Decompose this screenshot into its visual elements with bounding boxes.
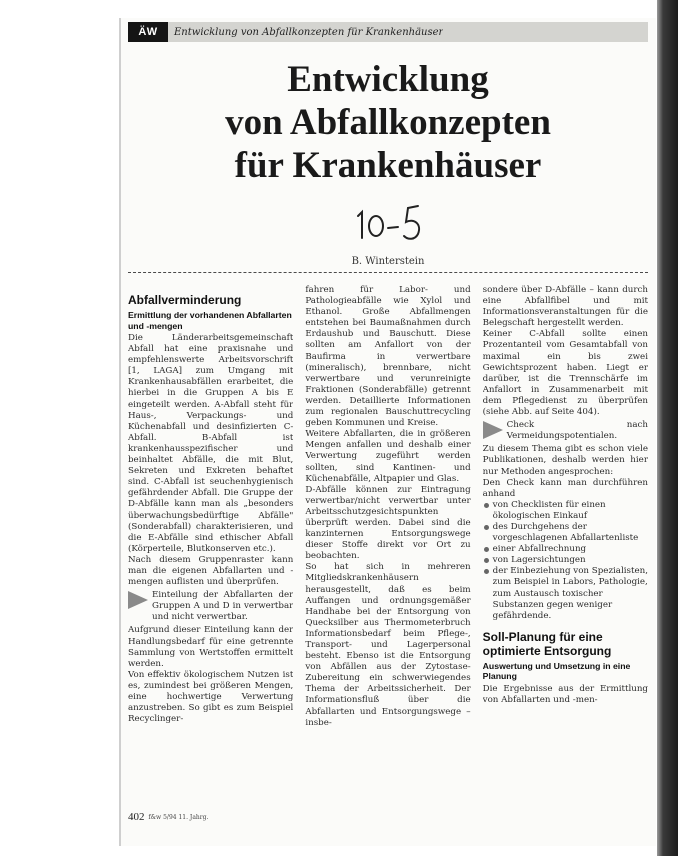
list-item: der Einbeziehung von Spezialisten, zum Beispiel in Labors, Pathologie, zum Austausch toxischer Substanzen gegen weniger gefährdende.: [483, 566, 648, 621]
callout-text: Check nach Vermeidungspotentialen.: [506, 420, 648, 442]
title-line-3: für Krankenhäuser: [234, 145, 542, 186]
callout-text: Einteilung der Abfallarten der Gruppen A und D in verwertbar und nicht verwertbar.: [152, 590, 294, 623]
column-1: [128, 285, 293, 805]
paragraph: Aufgrund dieser Einteilung kann der Handlungsbedarf für eine getrennte Sammlung von Wertstoffen ermittelt werden.: [128, 625, 294, 669]
arrow-right-icon: [128, 591, 148, 609]
publication-info: f&w 5/94 11. Jahrg.: [148, 813, 209, 821]
arrow-right-icon: [483, 421, 503, 439]
method-list: [483, 500, 648, 622]
running-title: Entwicklung von Abfallkonzepten für Krankenhäuser: [174, 26, 444, 38]
callout-check: [483, 420, 648, 442]
running-header: [128, 22, 648, 42]
article-body: [128, 285, 648, 805]
paragraph: So hat sich in mehreren Mitgliedskrankenhäusern herausgestellt, daß es beim Auffangen und ordnungsgemäßer Handhabe bei der Entsorgung von Quecksilber aus Thermometerbruch Informationsbedarf beim Pflege-, Transport- und Lagerpersonal besteht. Ebenso ist die Entsorgung von Abfällen aus der Zytostase-Zubereitung ein schwerwiegendes Thema der Arbeitssicherheit. Der Informationsfluß über die Abfallarten und Entsorgungswege – insbe-: [305, 562, 471, 728]
title-line-2: von Abfallkonzepten: [225, 102, 551, 143]
paragraph: Die Länderarbeitsgemeinschaft Abfall hat eine praxisnahe und empfehlenswerte Arbeitsvorschrift [1, LAGA] zum Umgang mit Krankenhausabfällen erarbeitet, die hierbei in die Gruppen A bis E eingeteilt werden. A-Abfall steht für Haus-, Verpackungs- und Küchenabfall und desinfizierten C-Abfall. B-Abfall ist krankenhausspezifischer und beinhaltet Abfälle, die mit Blut, Sekreten und Exkreten behaftet sind. C-Abfall ist seuchenhygienisch gefährdender Abfall. Die Gruppe der D-Abfälle kann man als „besonders überwachungsbedürftige Abfälle" (Sonderabfall) charakterisieren, und die E-Abfälle sind ethischer Abfall (Körperteile, Blutkonserven etc.).: [128, 333, 294, 554]
author-byline: B. Winterstein: [351, 256, 425, 267]
paragraph: Keiner C-Abfall sollte einen Prozentanteil vom Gesamtabfall von maximal ein bis zwei Gewichtsprozent haben. Liegt er darüber, ist die Trennschärfe im Anfallort in Zusammenarbeit mit dem Pflegedienst zu überprüfen (siehe Abb. auf Seite 404).: [482, 329, 648, 418]
section-heading-soll-planung: Soll-Planung für eine optimierte Entsorgung: [482, 629, 612, 658]
journal-logo: ÄW: [128, 22, 168, 42]
list-item: einer Abfallrechnung: [483, 544, 648, 555]
article-title: [128, 58, 648, 187]
paragraph: sondere über D-Abfälle – kann durch eine Abfallfibel und mit Informationsveranstaltungen für die Belegschaft hergestellt werden.: [482, 285, 648, 329]
handwritten-annotation: [352, 202, 432, 246]
list-item: des Durchgehens der vorgeschlagenen Abfallartenliste: [483, 522, 648, 544]
subheading-ermittlung: Ermittlung der vorhandenen Abfallarten und -mengen: [128, 310, 292, 331]
subheading-auswertung: Auswertung und Umsetzung in eine Planung: [482, 660, 631, 682]
title-line-1: Entwicklung: [287, 59, 489, 100]
paragraph: fahren für Labor- und Pathologieabfälle wie Xylol und Ethanol. Große Abfallmengen entstehen bei Baumaßnahmen durch Erdaushub und Bauschutt. Diese sollten am Anfallort von der Baufirma in verwertbare (mineralisch), brennbare, nicht verwertbare und verunreinigte Fraktionen (Sonderabfälle) getrennt werden. Detaillierte Informationen zum regionalen Bauschuttrecycling geben Kommunen und Kreise.: [305, 285, 471, 429]
paragraph: D-Abfälle können zur Eintragung verwertbar/nicht verwertbar unter Arbeitsschutzgesichtspunkten überprüft werden. Dabei sind die kanzinternen Entsorgungswege dieser Stoffe direkt vor Ort zu beobachten.: [305, 484, 471, 562]
list-item: von Lagersichtungen: [483, 555, 648, 566]
page-number: 402: [128, 811, 145, 823]
paragraph: Die Ergebnisse aus der Ermittlung von Abfallarten und -men-: [482, 683, 648, 705]
page-left-edge: [119, 18, 121, 846]
paragraph: Zu diesem Thema gibt es schon viele Publikationen, deshalb werden hier nur Methoden angesprochen:: [482, 444, 648, 477]
paragraph: Nach diesem Gruppenraster kann man die eigenen Abfallarten und -mengen auflisten und überprüfen.: [128, 554, 294, 588]
paragraph: Den Check kann man durchführen anhand: [482, 477, 648, 499]
column-2: [305, 285, 470, 805]
list-item: von Checklisten für einen ökologischen Einkauf: [483, 500, 648, 522]
scan-dark-edge: [657, 0, 678, 856]
callout-einteilung: [128, 590, 293, 623]
section-heading-abfallverminderung: Abfallverminderung: [128, 293, 242, 307]
paragraph: Von effektiv ökologischem Nutzen ist es, zumindest bei größeren Mengen, eine hochwertige Verwertung anzustreben. So gibt es zum Beispiel Recyclinger-: [128, 669, 294, 725]
paragraph: Weitere Abfallarten, die in größeren Mengen anfallen und deshalb einer Verwertung zugeführt werden sollten, sind Kantinen- und Küchenabfälle, Altpapier und Glas.: [305, 429, 471, 484]
dashed-separator: [128, 272, 648, 273]
page-footer: [128, 811, 388, 823]
column-3: [483, 285, 648, 805]
